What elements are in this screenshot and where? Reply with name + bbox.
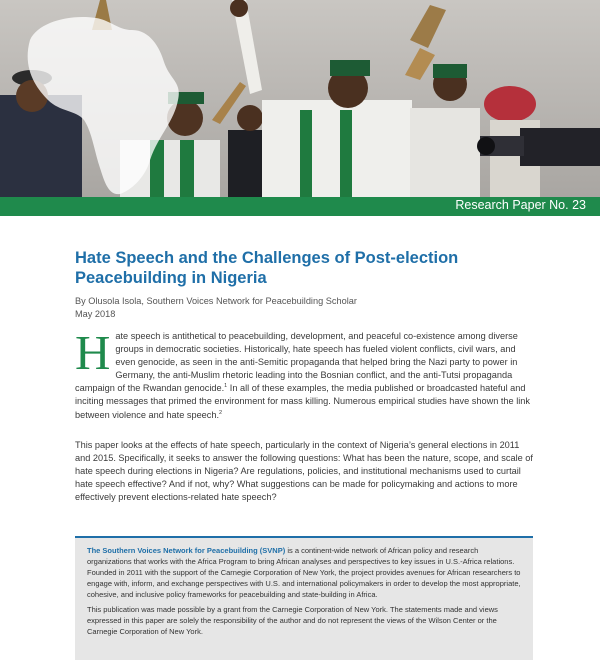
cover-photo xyxy=(0,0,600,197)
svnp-info-box xyxy=(75,536,533,660)
intro-text-continued: In all of these examples, the media published or broadcasted hateful and inciting messages that primed the environment for mass killing. Numerous empirical studies have shown the link between violence and hate speech. xyxy=(75,383,530,420)
intro-text: ate speech is antithetical to peacebuilding, development, and peaceful co-existence among diverse groups in democratic societies. Historically, hate speech has fueled violent conflicts, civil wars, and even genocide, as seen in the anti-Semitic propaganda that helped bring the Nazi party to power in Germany, the anti-Muslim rhetoric leading into the Bosnian conflict, and the anti-Tutsi propaganda campaign of the Rwandan genocide. xyxy=(75,331,518,394)
paper-number: Research Paper No. 23 xyxy=(455,198,586,212)
footnote-ref-2[interactable]: 2 xyxy=(219,409,223,416)
paper-title: Hate Speech and the Challenges of Post-election Peacebuilding in Nigeria xyxy=(75,249,459,287)
svnp-name: The Southern Voices Network for Peacebuilding (SVNP) xyxy=(87,546,286,555)
header-band xyxy=(0,197,600,216)
footnote-ref-1[interactable]: 1 xyxy=(224,383,228,390)
svnp-description xyxy=(87,545,521,600)
funding-statement: This publication was made possible by a grant from the Carnegie Corporation of New York. The statements made and views expressed in this paper are solely the responsibility of the author and do not represent the views of the Wilson Center or the Carnegie Corporation of New York. xyxy=(87,605,498,636)
intro-paragraph xyxy=(75,325,537,422)
byline: By Olusola Isola, Southern Voices Network for Peacebuilding Scholar xyxy=(75,296,357,306)
scope-paragraph: This paper looks at the effects of hate speech, particularly in the context of Nigeria’s general elections in 2011 and 2015. Specifically, it seeks to answer the following questions: What has been the nature, scope, and scale of hate speech during elections in Nigeria? Are regulations, policies, and institutional mechanisms used to curtail hate speech effective? And if not, why? What suggestions can be made for policymaking and actions to more effectively prevent elections-related hate speech? xyxy=(75,440,533,503)
svnp-text: is a continent-wide network of African policy and research organizations that works with the Africa Program to bring African analyses and perspectives to key issues in U.S.-Africa relations. Founded in 2011 with the support of the Carnegie Corporation of New York, the project provides avenues for African researchers to engage with, inform, and exchange perspectives with U.S. and international policymakers in order to develop the most appropriate, cohesive, and inclusive policy frameworks for peacebuilding and state-building in Africa. xyxy=(87,546,521,599)
drop-cap: H xyxy=(75,325,111,380)
publication-date: May 2018 xyxy=(75,309,116,319)
